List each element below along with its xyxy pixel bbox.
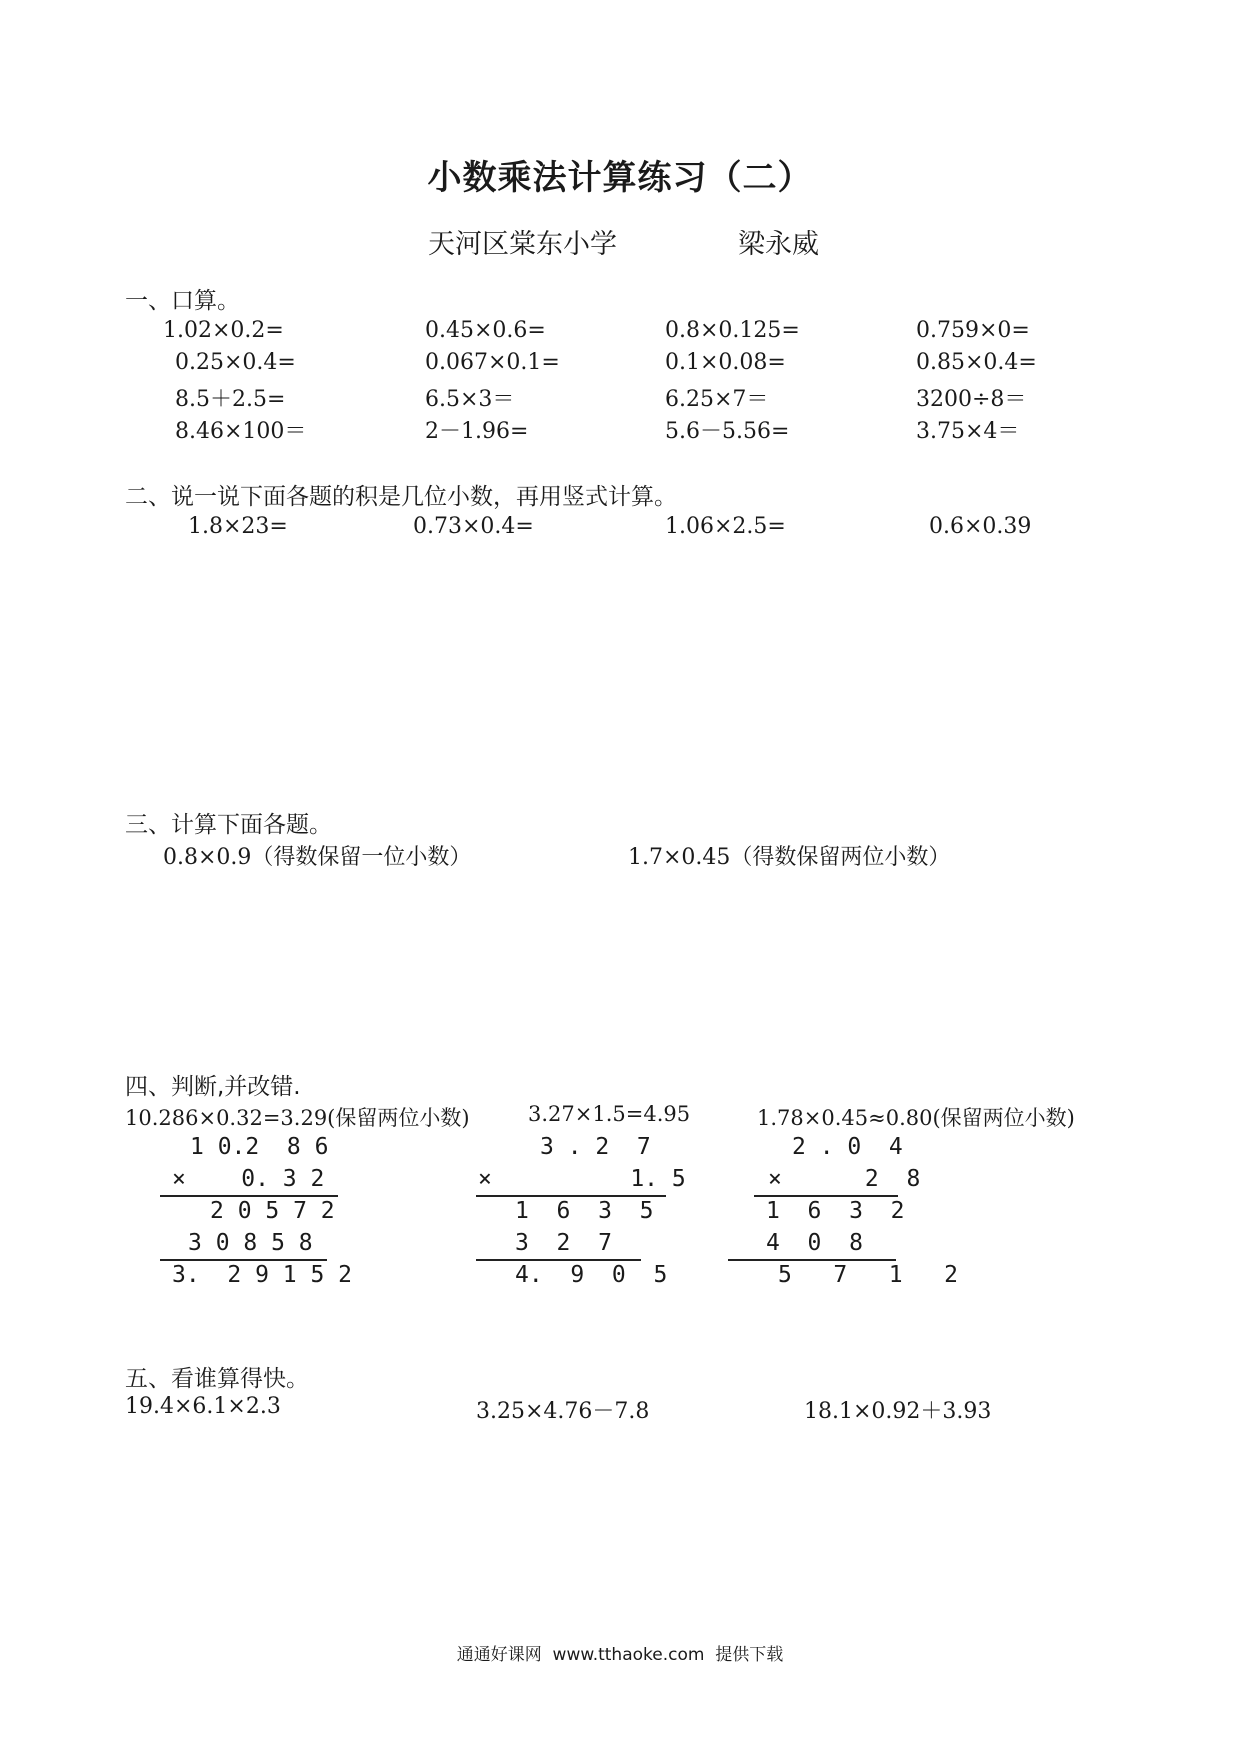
author-name: 梁永威: [738, 229, 819, 260]
calc-rule: [160, 1259, 327, 1261]
calc-line: 1 0.2 8 6: [190, 1134, 329, 1160]
calc-rule: [476, 1195, 666, 1197]
problem: 0.85×0.4=: [916, 350, 1037, 375]
calc-rule: [160, 1195, 338, 1197]
problem: 8.46×100＝: [175, 419, 307, 444]
problem: 19.4×6.1×2.3: [125, 1394, 281, 1419]
footer-credit: 通通好课网 www.tthaoke.com 提供下载: [456, 1645, 784, 1665]
calc-line: 3 2 7: [515, 1230, 612, 1256]
problem: 1.8×23=: [188, 514, 288, 539]
calc-line: 3 . 2 7: [540, 1134, 651, 1160]
problem: 6.5×3＝: [425, 387, 515, 412]
calc-line: 1 6 3 5: [515, 1198, 654, 1224]
problem: 0.45×0.6=: [425, 318, 546, 343]
problem: 1.7×0.45（得数保留两位小数）: [628, 845, 951, 870]
problem: 6.25×7＝: [665, 387, 769, 412]
calc-rule: [754, 1195, 898, 1197]
problem: 0.25×0.4=: [175, 350, 296, 375]
page-title: 小数乘法计算练习（二）: [427, 158, 813, 198]
problem: 3.75×4＝: [916, 419, 1020, 444]
problem: 0.1×0.08=: [665, 350, 786, 375]
problem: 1.06×2.5=: [665, 514, 786, 539]
calc-line: 4. 9 0 5: [515, 1262, 668, 1288]
calc-line: 3 0 8 5 8: [188, 1230, 313, 1256]
problem: 8.5＋2.5=: [175, 387, 286, 412]
problem: 18.1×0.92＋3.93: [804, 1399, 992, 1424]
calc-line: × 2 8: [768, 1166, 921, 1192]
problem: 0.759×0=: [916, 318, 1030, 343]
calc-line: 2 . 0 4: [792, 1134, 903, 1160]
problem: 10.286×0.32=3.29(保留两位小数): [125, 1106, 470, 1130]
problem: 0.8×0.125=: [665, 318, 800, 343]
section-1-heading: 一、口算。: [125, 288, 240, 314]
problem: 0.8×0.9（得数保留一位小数）: [163, 845, 472, 870]
problem: 1.02×0.2=: [163, 318, 284, 343]
problem: 5.6－5.56=: [665, 419, 790, 444]
problem: 0.067×0.1=: [425, 350, 560, 375]
calc-rule: [728, 1259, 896, 1261]
calc-line: 5 7 1 2: [778, 1262, 959, 1288]
section-5-heading: 五、看谁算得快。: [125, 1366, 309, 1392]
section-3-heading: 三、计算下面各题。: [125, 812, 332, 838]
problem: 1.78×0.45≈0.80(保留两位小数): [757, 1106, 1075, 1130]
problem: 0.6×0.39: [929, 514, 1032, 539]
problem: 3.25×4.76－7.8: [476, 1399, 650, 1424]
problem: 3.27×1.5=4.95: [528, 1102, 691, 1126]
calc-line: 3. 2 9 1 5 2: [172, 1262, 353, 1288]
school-name: 天河区棠东小学: [428, 229, 617, 260]
problem: 3200÷8＝: [916, 387, 1027, 412]
calc-line: 4 0 8: [766, 1230, 863, 1256]
calc-line: × 0. 3 2: [172, 1166, 325, 1192]
calc-line: 2 0 5 7 2: [210, 1198, 335, 1224]
calc-line: 1 6 3 2: [766, 1198, 905, 1224]
section-2-heading: 二、说一说下面各题的积是几位小数，再用竖式计算。: [125, 484, 677, 510]
problem: 2－1.96=: [425, 419, 529, 444]
calc-rule: [476, 1259, 641, 1261]
section-4-heading: 四、判断,并改错.: [125, 1074, 301, 1100]
calc-line: × 1. 5: [478, 1166, 686, 1192]
problem: 0.73×0.4=: [413, 514, 534, 539]
